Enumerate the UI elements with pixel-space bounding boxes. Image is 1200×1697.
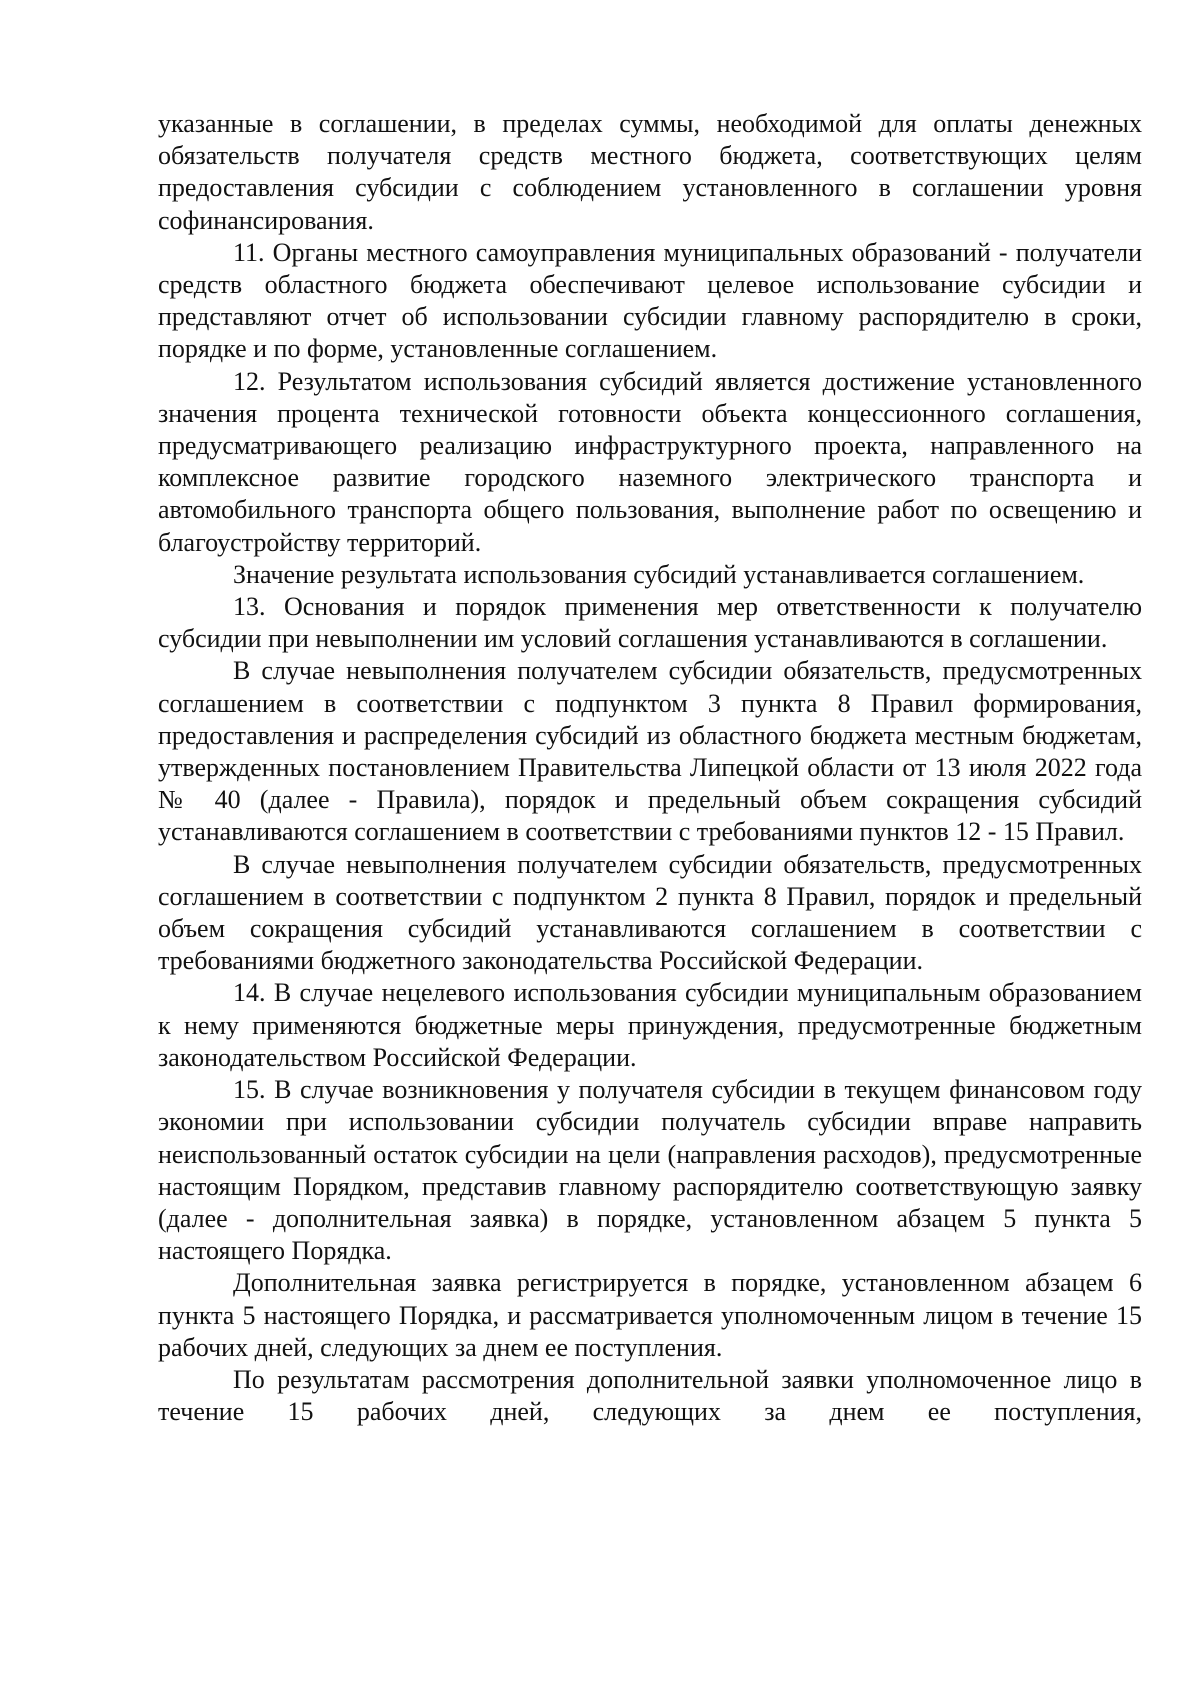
paragraph-13: 13. Основания и порядок применения мер ответственности к получателю субсидии при невыполнении им условий соглашения устанавливаются в соглашении.: [158, 592, 1142, 654]
paragraph-15-review-results: По результатам рассмотрения дополнительной заявки уполномоченное лицо в течение 15 рабочих дней, следующих за днем ее поступления,: [158, 1364, 1142, 1427]
paragraph-15: 15. В случае возникновения у получателя субсидии в текущем финансовом году экономии при использовании субсидии получатель субсидии вправе направить неиспользованный остаток субсидии на цели (направления расходов), предусмотренные настоящим Порядком, представив главному распорядителю соответствующую заявку (далее - дополнительная заявка) в порядке, установленном абзацем 5 пункта 5 настоящего Порядка.: [158, 1075, 1142, 1266]
paragraph-10-continuation: указанные в соглашении, в пределах суммы, необходимой для оплаты денежных обязательств получателя средств местного бюджета, соответствующих целям предоставления субсидии с соблюдением установленного в соглашении уровня софинансирования.: [158, 109, 1142, 235]
paragraph-15-additional-request: Дополнительная заявка регистрируется в порядке, установленном абзацем 6 пункта 5 настоящего Порядка, и рассматривается уполномоченным лицом в течение 15 рабочих дней, следующих за днем ее поступления.: [158, 1268, 1142, 1362]
paragraph-12: 12. Результатом использования субсидий является достижение установленного значения процента технической готовности объекта концессионного соглашения, предусматривающего реализацию инфраструктурного проекта, направленного на комплексное развитие городского наземного электрического транспорта и автомобильного транспорта общего пользования, выполнение работ по освещению и благоустройству территорий.: [158, 366, 1142, 557]
paragraph-11: 11. Органы местного самоуправления муниципальных образований - получатели средств областного бюджета обеспечивают целевое использование субсидии и представляют отчет об использовании субсидии главному распорядителю в сроки, порядке и по форме, установленные соглашением.: [158, 237, 1142, 364]
paragraph-13-case-subpoint-3: В случае невыполнения получателем субсидии обязательств, предусмотренных соглашением в соответствии с подпунктом 3 пункта 8 Правил формирования, предоставления и распределения субсидий из областного бюджета местным бюджетам, утвержденных постановлением Правительства Липецкой области от 13 июля 2022 года № 40 (далее - Правила), порядок и предельный объем сокращения субсидий устанавливаются соглашением в соответствии с требованиями пунктов 12 - 15 Правил.: [158, 656, 1142, 847]
paragraph-14: 14. В случае нецелевого использования субсидии муниципальным образованием к нему применяются бюджетные меры принуждения, предусмотренные бюджетным законодательством Российской Федерации.: [158, 978, 1142, 1072]
document-body: [158, 108, 1142, 1428]
paragraph-13-case-subpoint-2: В случае невыполнения получателем субсидии обязательств, предусмотренных соглашением в соответствии с подпунктом 2 пункта 8 Правил, порядок и предельный объем сокращения субсидий устанавливаются соглашением в соответствии с требованиями бюджетного законодательства Российской Федерации.: [158, 849, 1142, 976]
paragraph-12-result-value: Значение результата использования субсидий устанавливается соглашением.: [233, 559, 1085, 589]
